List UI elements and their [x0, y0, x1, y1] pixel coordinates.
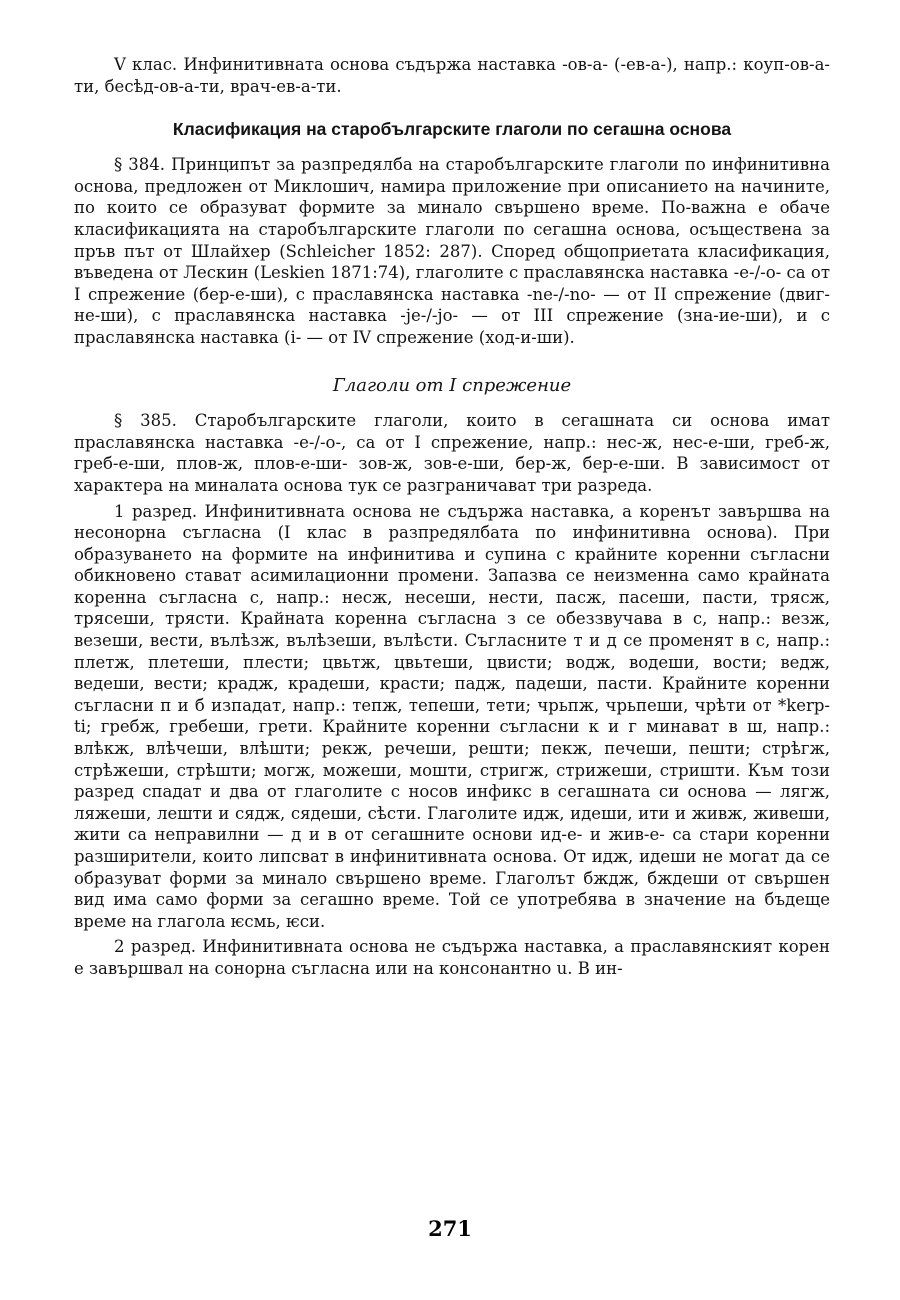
page-body [74, 54, 830, 980]
section-heading: Класификация на старобългарските глаголи по сегашна основа [172, 119, 732, 140]
paragraph-razred-1: 1 разред. Инфинитивната основа не съдържа наставка, а коренът завършва на несонорна съгласна (I клас в разпредялбата по инфинитивна основа). При образуването на формите на инфинитива и супина с крайните коренни съгласни обикновено стават асимилационни промени. Запазва се неизменна само крайната коренна съгласна с, напр.: несж, несеши, нести, пасж, пасеши, пасти, трясж, трясеши, трясти. Крайната коренна съгласна з се обеззвучава в с, напр.: везж, везеши, вести, вълѣзж, вълѣзеши, вълѣсти. Съгласните т и д се променят в с, напр.: плетж, плетеши, плести; цвьтж, цвьтеши, цвисти; водж, водеши, вости; ведж, ведеши, вести; крадж, крадеши, красти; падж, падеши, пасти. Крайните коренни съгласни п и б изпадат, напр.: тепж, тепеши, тети; чрьпж, чрьпеши, чрѣти от *kerp-ti; гребж, гребеши, грети. Крайните коренни съгласни к и г минават в ш, напр.: влѣкж, влѣчеши, влѣшти; рекж, речеши, решти; пекж, печеши, пешти; стрѣгж, стрѣжеши, стрѣшти; могж, можеши, мошти, стригж, стрижеши, стришти. Към този разред спадат и два от глаголите с носов инфикс в сегашната си основа — лягж, ляжеши, лешти и сядж, сядеши, сѣсти. Глаголите идж, идеши, ити и живж, живеши, жити са неправилни — д и в от сегашните основи ид-е- и жив-е- са стари коренни разширители, които липсват в инфинитивната основа. От идж, идеши не могат да се образуват форми за минало свършено време. Глаголът бждж, бждеши от свършен вид има само форми за сегашно време. Той се употребява в значение на бъдеще време на глагола ѥсмь, ѥси. [74, 501, 830, 931]
paragraph-razred-2: 2 разред. Инфинитивната основа не съдържа наставка, а праславянският корен е завършвал на сонорна съгласна или на консонантно u. В ин- [74, 937, 830, 978]
page-number: 271 [428, 1216, 472, 1241]
paragraph-384: § 384. Принципът за разпредялба на старобългарските глаголи по инфинитивна основа, предложен от Миклошич, намира приложение при описанието на начините, по които се образуват формите за минало свършено време. По-важна е обаче класификацията на старобългарските глаголи по сегашна основа, осъществена за пръв път от Шлайхер (Schleicher 1852: 287). Според общоприетата класификация, въведена от Лескин (Leskien 1871:74), глаголите с праславянска наставка -e-/-o- са от I спрежение (бер-е-ши), с праславянска наставка -ne-/-no- — от II спрежение (двиг-не-ши), с праславянска наставка -je-/-jo- — от III спрежение (зна-ие-ши), и с праславянска наставка (i- — от IV спрежение (ход-и-ши). [74, 155, 830, 347]
paragraph-385: § 385. Старобългарските глаголи, които в сегашната си основа имат праславянска наставка -e-/-o-, са от I спрежение, напр.: нес-ж, нес-е-ши, греб-ж, греб-е-ши, плов-ж, плов-е-ши- зов-ж, зов-е-ши, бер-ж, бер-е-ши. В зависимост от характера на миналата основа тук се разграничават три разреда. [74, 411, 830, 495]
paragraph-v-class: V клас. Инфинитивната основа съдържа наставка -ов-а- (-ев-а-), напр.: коуп-ов-а-ти, бесѣд-ов-а-ти, врач-ев-а-ти. [74, 55, 830, 96]
subsection-heading: Глаголи от I спрежение [332, 374, 572, 396]
